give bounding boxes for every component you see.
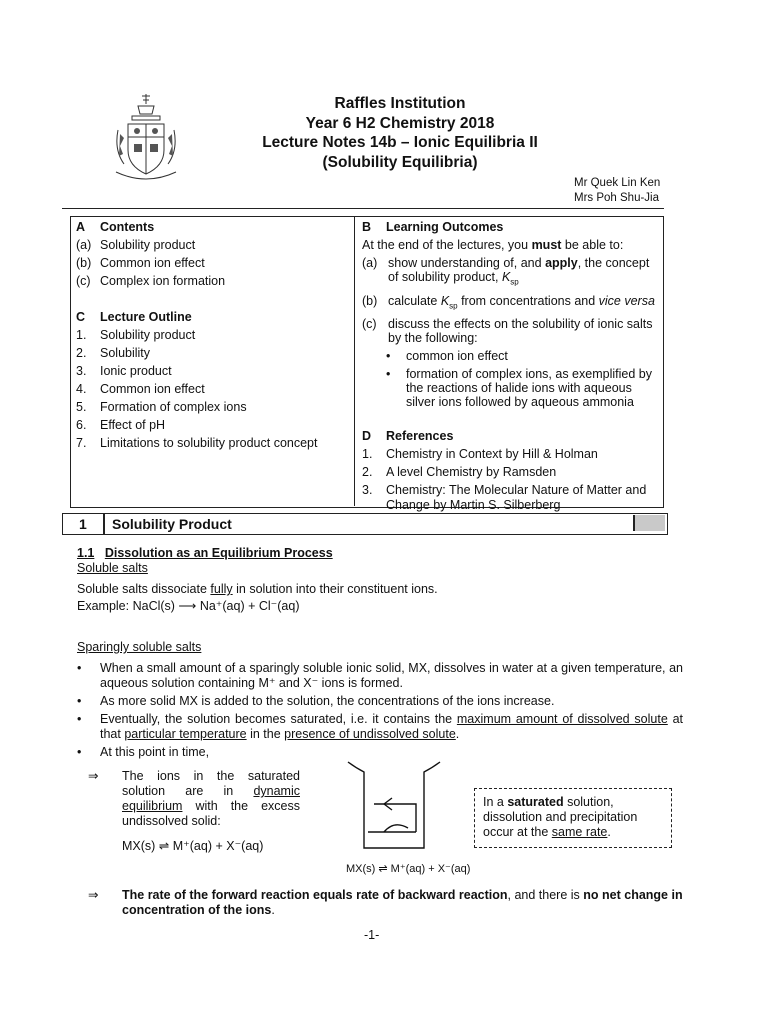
section-d-letter: D: [362, 429, 372, 443]
author-2: Mrs Poh Shu-Jia: [574, 192, 660, 204]
outline-item-index: 6.: [76, 418, 87, 432]
outline-item-index: 4.: [76, 382, 87, 396]
section-1-title: Solubility Product: [112, 516, 232, 532]
bullet-text: When a small amount of a sparingly soluble ionic solid, MX, dissolves in water at a given temperature, an aqueous solution containing M⁺ and X⁻ ions is formed.: [100, 661, 683, 690]
contents-item: [76, 254, 352, 272]
soluble-salts-heading: [77, 561, 687, 577]
contents-item-index: (b): [76, 256, 92, 270]
bullet-3-text-1: Eventually, the solution becomes saturated, i.e. it contains the: [100, 712, 457, 726]
contents-item-text: Common ion effect: [100, 256, 205, 270]
contents-item-index: (a): [76, 238, 92, 252]
beaker-diagram: [344, 758, 470, 862]
bullet-dot: •: [386, 349, 391, 363]
outline-item: [76, 362, 352, 380]
school-crest-logo: [112, 90, 180, 188]
rate-equality-statement: [88, 888, 686, 918]
outcome-b-k: K: [440, 293, 450, 308]
outcome-c-text: discuss the effects on the solubility of ionic salts by the following:: [388, 317, 653, 345]
bullet-text: At this point in time,: [100, 745, 210, 759]
bullet-3-underline-2: particular temperature: [124, 727, 247, 741]
outline-item-text: Common ion effect: [100, 382, 205, 396]
bullet-3-text-4: .: [455, 727, 460, 741]
outcome-b-text: calculate: [388, 293, 441, 308]
reference-item: [362, 463, 658, 481]
section-d-title: References: [386, 429, 454, 443]
final-bold-1: The rate of the forward reaction equals rate of backward reaction: [122, 888, 508, 902]
section-1-number: 1: [79, 516, 87, 532]
bullet-text: As more solid MX is added to the solution, the concentrations of the ions increase.: [100, 694, 555, 708]
outline-item-text: Solubility: [100, 346, 151, 360]
bullet-dot: •: [77, 745, 82, 759]
outcome-c-index: (c): [362, 317, 377, 331]
outline-item: [76, 416, 352, 434]
bullet-dot: •: [77, 661, 82, 675]
title-line-2: Year 6 H2 Chemistry 2018: [305, 114, 495, 132]
contents-item-index: (c): [76, 274, 91, 288]
document-title: [230, 94, 570, 172]
note-text-2: solution, dissolution and precipitation occur at the: [483, 795, 638, 839]
final-text-1: , and there is: [507, 888, 584, 902]
outline-item-index: 3.: [76, 364, 87, 378]
reference-item-text: A level Chemistry by Ramsden: [386, 465, 557, 479]
dynamic-text-2: with the excess undissolved solid:: [122, 799, 300, 828]
note-saturated: saturated: [507, 795, 564, 809]
learning-intro-must: must: [531, 238, 562, 252]
author-1: Mr Quek Lin Ken: [574, 177, 661, 189]
section-b-title: Learning Outcomes: [386, 220, 504, 234]
example-equation: NaCl(s) ⟶ Na⁺(aq) + Cl⁻(aq): [132, 599, 300, 613]
overview-left-column: [76, 218, 352, 452]
subsection-title: Dissolution as an Equilibrium Process: [104, 546, 333, 560]
learning-intro: [362, 236, 658, 254]
contents-item: [76, 236, 352, 254]
note-text-3: .: [607, 825, 611, 839]
section-bar-divider: [103, 514, 105, 534]
learning-intro-text-end: be able to:: [561, 238, 624, 252]
outcome-a-k: K: [501, 270, 511, 284]
outline-item-text: Solubility product: [100, 328, 196, 342]
final-bold-2: no net change in concentration of the ions: [122, 888, 683, 917]
outline-item: [76, 434, 352, 452]
section-1-header-bar: [62, 513, 668, 535]
outcome-c-bullet-text: common ion effect: [406, 349, 508, 363]
reference-item-index: 2.: [362, 465, 373, 479]
outline-item-index: 1.: [76, 328, 87, 342]
example-label: Example:: [77, 599, 133, 613]
outline-item-index: 5.: [76, 400, 87, 414]
bullet-3-underline-1: maximum amount of dissolved solute: [456, 712, 668, 726]
outcome-c-bullet: [362, 349, 658, 363]
section-c-title: Lecture Outline: [100, 310, 192, 324]
outline-item-index: 7.: [76, 436, 87, 450]
learning-intro-text: At the end of the lectures, you: [362, 238, 532, 252]
reference-item-text: Chemistry in Context by Hill & Holman: [386, 447, 598, 461]
section-c-heading: [76, 308, 352, 326]
contents-item-text: Complex ion formation: [100, 274, 226, 288]
overview-column-divider: [354, 216, 355, 506]
outcome-b-k-subscript: sp: [449, 301, 458, 310]
sparingly-soluble-heading-text: Sparingly soluble salts: [77, 640, 202, 654]
outline-item: [76, 344, 352, 362]
outcome-c: [362, 317, 658, 345]
outline-item-text: Effect of pH: [100, 418, 166, 432]
dynamic-text-1: The ions in the saturated solution are in: [122, 769, 300, 798]
title-line-4: (Solubility Equilibria): [322, 153, 478, 171]
title-line-3: Lecture Notes 14b – Ionic Equilibria II: [262, 134, 538, 151]
bullet-dot: •: [386, 367, 391, 381]
soluble-text-2: in solution into their constituent ions.: [232, 582, 438, 596]
contents-item-text: Solubility product: [100, 238, 196, 252]
page-number: -1-: [364, 928, 380, 942]
bullet-dot: •: [77, 712, 82, 726]
outcome-b-index: (b): [362, 293, 378, 308]
outcome-a-text-2: , the concept of solubility product,: [388, 256, 650, 284]
section-bar-shade: [633, 515, 665, 531]
subsection-heading: [77, 546, 687, 562]
beaker-equation: MX(s) ⇌ M⁺(aq) + X⁻(aq): [346, 863, 471, 875]
bullet-item: [77, 694, 683, 709]
reference-item: [362, 445, 658, 463]
authors: [574, 176, 660, 206]
note-text-1: In a: [483, 795, 508, 809]
section-b-heading: [362, 218, 658, 236]
outcome-a-k-subscript: sp: [510, 277, 519, 287]
outline-item-text: Formation of complex ions: [100, 400, 247, 414]
dynamic-equilibrium-underline: dynamic equilibrium: [122, 784, 300, 813]
outline-item-text: Ionic product: [100, 364, 172, 378]
soluble-fully: fully: [210, 582, 233, 596]
outline-item-text: Limitations to solubility product concept: [100, 436, 318, 450]
outcome-b-vice-versa: vice versa: [598, 293, 655, 308]
subsection-number: 1.1: [77, 546, 95, 560]
bullet-3-underline-3: presence of undissolved solute: [284, 727, 456, 741]
header-rule: [62, 208, 664, 209]
bullet-dot: •: [77, 694, 82, 708]
section-a-title: Contents: [100, 220, 155, 234]
outcome-a-text: show understanding of, and: [388, 256, 546, 270]
soluble-text-1: Soluble salts dissociate: [77, 582, 211, 596]
implies-arrow-icon: ⇒: [88, 888, 99, 902]
outcome-a: [362, 256, 658, 290]
outcome-c-bullet-text: formation of complex ions, as exemplified by the reactions of halide ions with aqueous silver ions followed by aqueous ammonia: [406, 367, 652, 409]
reference-item: [362, 483, 658, 513]
bullet-item: [77, 712, 683, 742]
example-line: [77, 599, 687, 615]
final-text-2: .: [271, 903, 275, 917]
outcome-a-index: (a): [362, 256, 378, 270]
outline-item: [76, 326, 352, 344]
soluble-salts-sentence: [77, 582, 687, 598]
reference-item-text: Chemistry: The Molecular Nature of Matter and Change by Martin S. Silberberg: [386, 483, 647, 512]
note-same-rate: same rate: [551, 825, 608, 839]
bullet-3-text-3: in the: [246, 727, 285, 741]
outline-item: [76, 380, 352, 398]
outcome-b-text-2: from concentrations and: [457, 293, 599, 308]
bullet-3-text-2: at that: [100, 712, 683, 741]
section-a-letter: A: [76, 220, 86, 234]
outcome-a-apply: apply: [545, 256, 578, 270]
bullet-item: [77, 661, 683, 691]
section-a-heading: [76, 218, 352, 236]
outline-item-index: 2.: [76, 346, 87, 360]
reference-item-index: 1.: [362, 447, 373, 461]
outcome-c-bullet: [362, 367, 658, 409]
outcome-b: [362, 294, 658, 314]
soluble-salts-heading-text: Soluble salts: [77, 561, 148, 575]
reference-item-index: 3.: [362, 483, 373, 497]
dynamic-equilibrium-note: [88, 769, 300, 829]
section-c-letter: C: [76, 310, 86, 324]
sparingly-soluble-bullets: [77, 661, 683, 763]
title-line-1: Raffles Institution: [334, 95, 466, 112]
implies-arrow-icon: ⇒: [88, 769, 99, 783]
section-b-letter: B: [362, 220, 372, 234]
overview-right-column: [362, 218, 658, 513]
section-d-heading: [362, 427, 658, 445]
saturated-solution-note-box: [474, 788, 672, 848]
equilibrium-equation: MX(s) ⇌ M⁺(aq) + X⁻(aq): [122, 839, 264, 853]
outline-item: [76, 398, 352, 416]
contents-item: [76, 272, 352, 290]
sparingly-soluble-heading: [77, 640, 687, 656]
